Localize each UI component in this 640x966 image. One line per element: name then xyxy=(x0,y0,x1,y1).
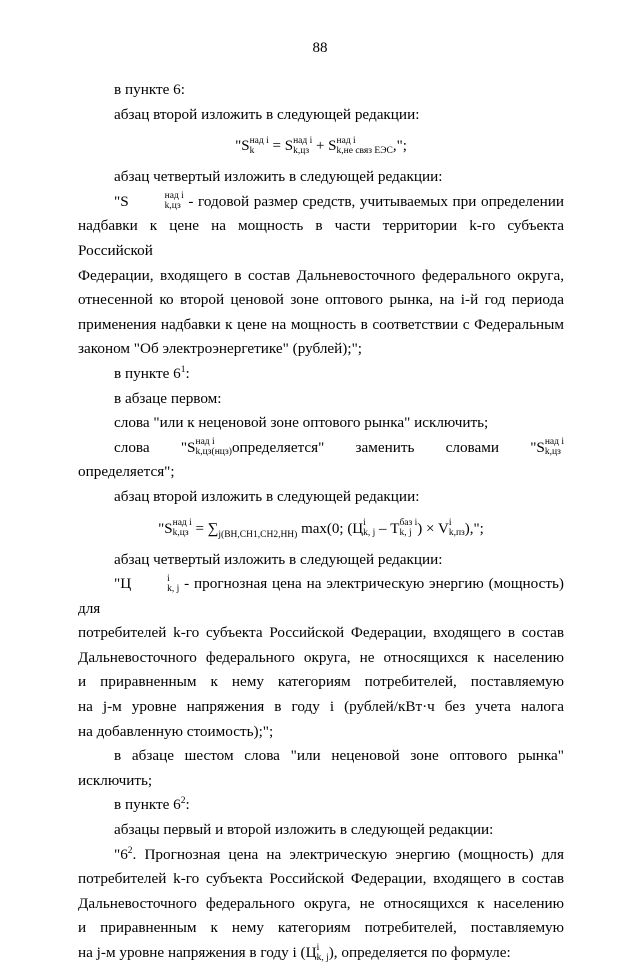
line-opredelyaetsya: определяется"; xyxy=(78,463,175,481)
line-slova-zamenit: слова "S над i k,цз(нцз) определяется" заменить словами "S над i k,цз xyxy=(114,437,564,458)
paragraph-line: Дальневосточного федерального округа, не относящихся к населению xyxy=(78,894,564,912)
paragraph-line: на j-м уровне напряжения в году i (рублей/кВт·ч без учета налога xyxy=(78,698,564,716)
line-slova-isklyuchit: слова "или к неценовой зоне оптового рынка" исключить; xyxy=(114,414,489,432)
paragraph-line: законом "Об электроэнергетике" (рублей);"; xyxy=(78,340,362,358)
paragraph-line: "$6^2$. Прогнозная цена на электрическую энергию (мощность) для xyxy=(114,845,564,863)
paragraph-s-definition xyxy=(78,190,564,362)
paragraph-line: на добавленную стоимость);"; xyxy=(78,722,274,740)
document-body xyxy=(78,78,564,966)
paragraph-line: исключить; xyxy=(78,771,153,789)
paragraph-line: и приравненным к нему категориям потребителей, поставляемую xyxy=(78,919,564,937)
paragraph-line: и приравненным к нему категориям потребителей, поставляемую xyxy=(78,673,564,691)
line-punkt-6-2: в пункте $6^2$: xyxy=(114,796,190,814)
paragraph-line: Федерации, входящего в состав Дальневосточного федерального округа, xyxy=(78,266,564,284)
paragraph-line: на j-м уровне напряжения в году i (Ц i k, j ), определяется по формуле: xyxy=(78,942,511,963)
paragraph-line: отнесенной ко второй ценовой зоне оптового рынка, на i-й год периода xyxy=(78,291,564,309)
formula-s-nad: "S над i k = S над i k,цз + S над i k,не связ ЕЭС ,"; xyxy=(235,135,407,156)
paragraph-line: потребителей k-го субъекта Российской Федерации, входящего в состав xyxy=(78,870,564,888)
paragraph-line: "Ц i k, j - прогнозная цена на электрическую энергию (мощность) для xyxy=(78,573,564,617)
formula-sum-max: "S над i k,цз = $\sum_{j(ВН,СН1,СН2,НН)}$ max(0; (Ц i k, j – T баз i k, j ) × V i k,пз ),"; xyxy=(158,518,484,540)
line-abzac-pervyi: в абзаце первом: xyxy=(114,389,222,407)
line-punkt-6: в пункте 6: xyxy=(114,81,185,98)
line-abzacy-pervyi-vtoroy: абзацы первый и второй изложить в следующей редакции: xyxy=(114,821,494,839)
paragraph-c-definition xyxy=(78,572,564,744)
line-abzac-chetvertyi-2: абзац четвертый изложить в следующей редакции: xyxy=(114,550,443,568)
line-abzac-vtoroy: абзац второй изложить в следующей редакции: xyxy=(114,105,420,123)
paragraph-6-2 xyxy=(78,843,564,966)
paragraph-line: применения надбавки к цене на мощность в соответствии с Федеральным xyxy=(78,315,564,333)
paragraph-line: в абзаце шестом слова "или неценовой зоне оптового рынка" xyxy=(114,747,564,765)
paragraph-line: "S над i k,цз - годовой размер средств, учитываемых при определении xyxy=(114,191,564,212)
paragraph-line: Дальневосточного федерального округа, не относящихся к населению xyxy=(78,648,564,666)
line-abzac-chetvertyi: абзац четвертый изложить в следующей редакции: xyxy=(114,168,443,186)
line-punkt-6-1: в пункте $6^1$: xyxy=(114,364,190,382)
page-number: 88 xyxy=(312,40,328,56)
paragraph-line: потребителей k-го субъекта Российской Федерации, входящего в состав xyxy=(78,624,564,642)
line-abzac-vtoroy-2: абзац второй изложить в следующей редакции: xyxy=(114,487,420,505)
paragraph-abzac-shestoy xyxy=(78,744,564,793)
paragraph-line: надбавки к цене на мощность в части территории k-го субъекта Российской xyxy=(78,217,564,259)
